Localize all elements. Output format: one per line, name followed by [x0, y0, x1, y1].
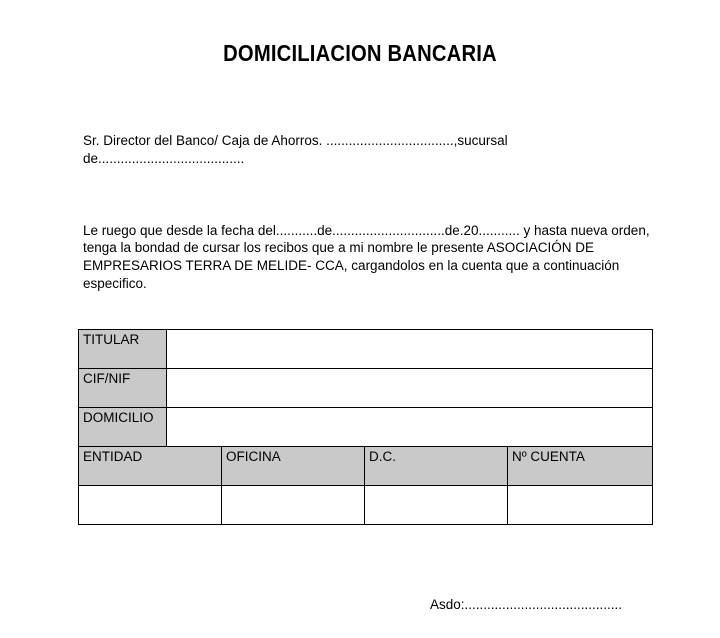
account-header-row — [79, 447, 653, 486]
cif-row — [79, 369, 653, 408]
address-line-2: de....................................... — [83, 151, 245, 166]
paragraph-line-1: Le ruego que desde la fecha del...........de..............................de.20........... y hasta nueva orden, — [83, 223, 650, 238]
titular-row — [79, 330, 653, 369]
oficina-field[interactable] — [222, 486, 365, 525]
oficina-label: OFICINA — [222, 447, 365, 486]
domicilio-field[interactable] — [167, 408, 653, 447]
address-line-1: Sr. Director del Banco/ Caja de Ahorros. ..................................,sucursal — [83, 133, 508, 148]
paragraph-line-3: EMPRESARIOS TERRA DE MELIDE- CCA, cargandolos en la cuenta que a continuación — [83, 258, 620, 273]
account-values-row — [79, 486, 653, 525]
titular-label: TITULAR — [79, 330, 167, 369]
cif-field[interactable] — [167, 369, 653, 408]
paragraph-line-2: tenga la bondad de cursar los recibos que a mi nombre le presente ASOCIACIÓN DE — [83, 240, 595, 255]
cuenta-field[interactable] — [508, 486, 653, 525]
signature-line: Asdo:.......................................... — [430, 597, 623, 612]
entidad-label: ENTIDAD — [79, 447, 222, 486]
dc-field[interactable] — [365, 486, 508, 525]
cif-label: CIF/NIF — [79, 369, 167, 408]
bank-details-form — [78, 329, 653, 525]
titular-field[interactable] — [167, 330, 653, 369]
paragraph-line-4: especifico. — [83, 276, 147, 291]
dc-label: D.C. — [365, 447, 508, 486]
entidad-field[interactable] — [79, 486, 222, 525]
domicilio-row — [79, 408, 653, 447]
document-title: DOMICILIACION BANCARIA — [223, 40, 497, 66]
domicilio-label: DOMICILIO — [79, 408, 167, 447]
cuenta-label: Nº CUENTA — [508, 447, 653, 486]
